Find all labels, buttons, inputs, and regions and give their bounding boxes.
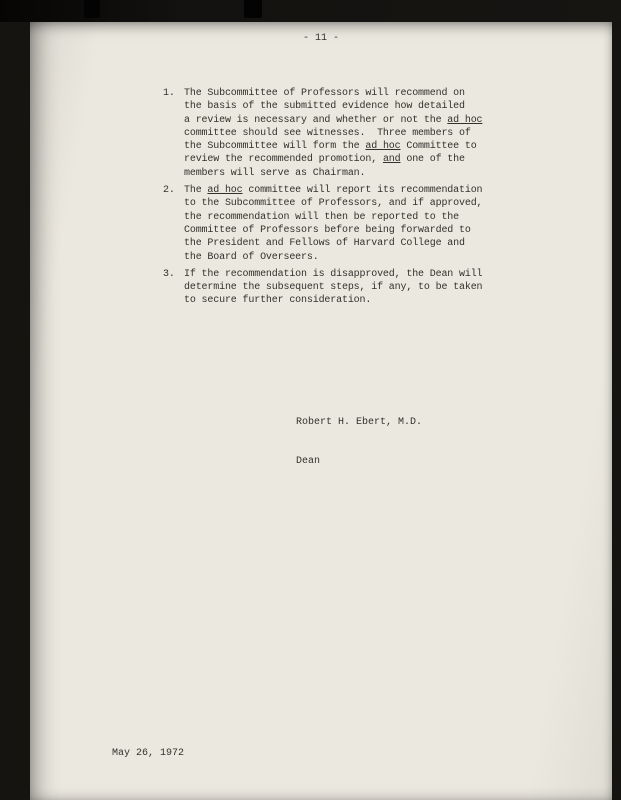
text-line: [184, 87, 482, 100]
text-line: [184, 197, 482, 210]
text-segment: the President and Fellows of Harvard College and: [184, 238, 465, 250]
text-segment: committee should see witnesses. Three members of: [184, 127, 471, 139]
text-line: [184, 251, 482, 264]
page-number: - 11 -: [302, 33, 339, 44]
text-segment: Committee of Professors before being forwarded to: [184, 224, 471, 236]
text-segment: the basis of the submitted evidence how detailed: [184, 101, 465, 113]
item-body: [184, 87, 482, 180]
text-segment: the recommendation will then be reported to the: [184, 211, 459, 223]
text-line: [184, 294, 482, 307]
numbered-list: [163, 87, 482, 312]
signature-name: Robert H. Ebert, M.D.: [296, 416, 423, 428]
text-segment: committee will report its recommendation: [242, 185, 483, 197]
text-segment: a review is necessary and whether or not the: [184, 114, 448, 126]
text-line: [184, 184, 482, 197]
text-segment: the Board of Overseers.: [184, 251, 319, 263]
item-body: [184, 268, 482, 308]
list-item: [163, 87, 482, 180]
text-line: [184, 211, 482, 224]
binding-mark: [84, 0, 100, 18]
text-segment: the Subcommittee will form the: [184, 141, 366, 153]
text-segment: If the recommendation is disapproved, the Dean will: [184, 268, 483, 280]
document-page: [30, 22, 612, 800]
text-segment: determine the subsequent steps, if any, to be taken: [184, 282, 483, 294]
signature-title: Dean: [296, 456, 321, 468]
binding-mark: [244, 0, 262, 18]
list-item: [163, 184, 482, 264]
text-line: [184, 237, 482, 250]
text-segment: to the Subcommittee of Professors, and if approved,: [184, 198, 483, 210]
text-segment: members will serve as Chairman.: [184, 167, 366, 179]
text-segment: to secure further consideration.: [184, 295, 372, 307]
text-segment: one of the: [400, 154, 465, 166]
text-line: [184, 268, 482, 281]
item-number: 3.: [163, 268, 175, 280]
signature-block: [296, 389, 422, 495]
text-line: [184, 153, 482, 166]
underlined-text: and: [382, 154, 401, 166]
text-line: [184, 224, 482, 237]
item-number: 1.: [163, 88, 175, 99]
item-number: 2.: [163, 185, 175, 197]
text-line: [184, 167, 482, 180]
text-segment: The: [184, 185, 208, 197]
underlined-text: ad hoc: [447, 114, 483, 126]
text-line: [184, 114, 482, 127]
date: May 26, 1972: [112, 748, 185, 759]
text-line: [184, 281, 482, 294]
text-line: [184, 140, 482, 153]
underlined-text: ad hoc: [365, 141, 401, 153]
text-line: [184, 100, 482, 113]
list-item: [163, 268, 482, 308]
text-line: [184, 127, 482, 140]
text-segment: review the recommended promotion,: [184, 154, 383, 166]
text-segment: Committee to: [400, 141, 477, 153]
text-segment: The Subcommittee of Professors will recommend on: [184, 88, 465, 99]
underlined-text: ad hoc: [207, 185, 243, 197]
item-body: [184, 184, 482, 264]
